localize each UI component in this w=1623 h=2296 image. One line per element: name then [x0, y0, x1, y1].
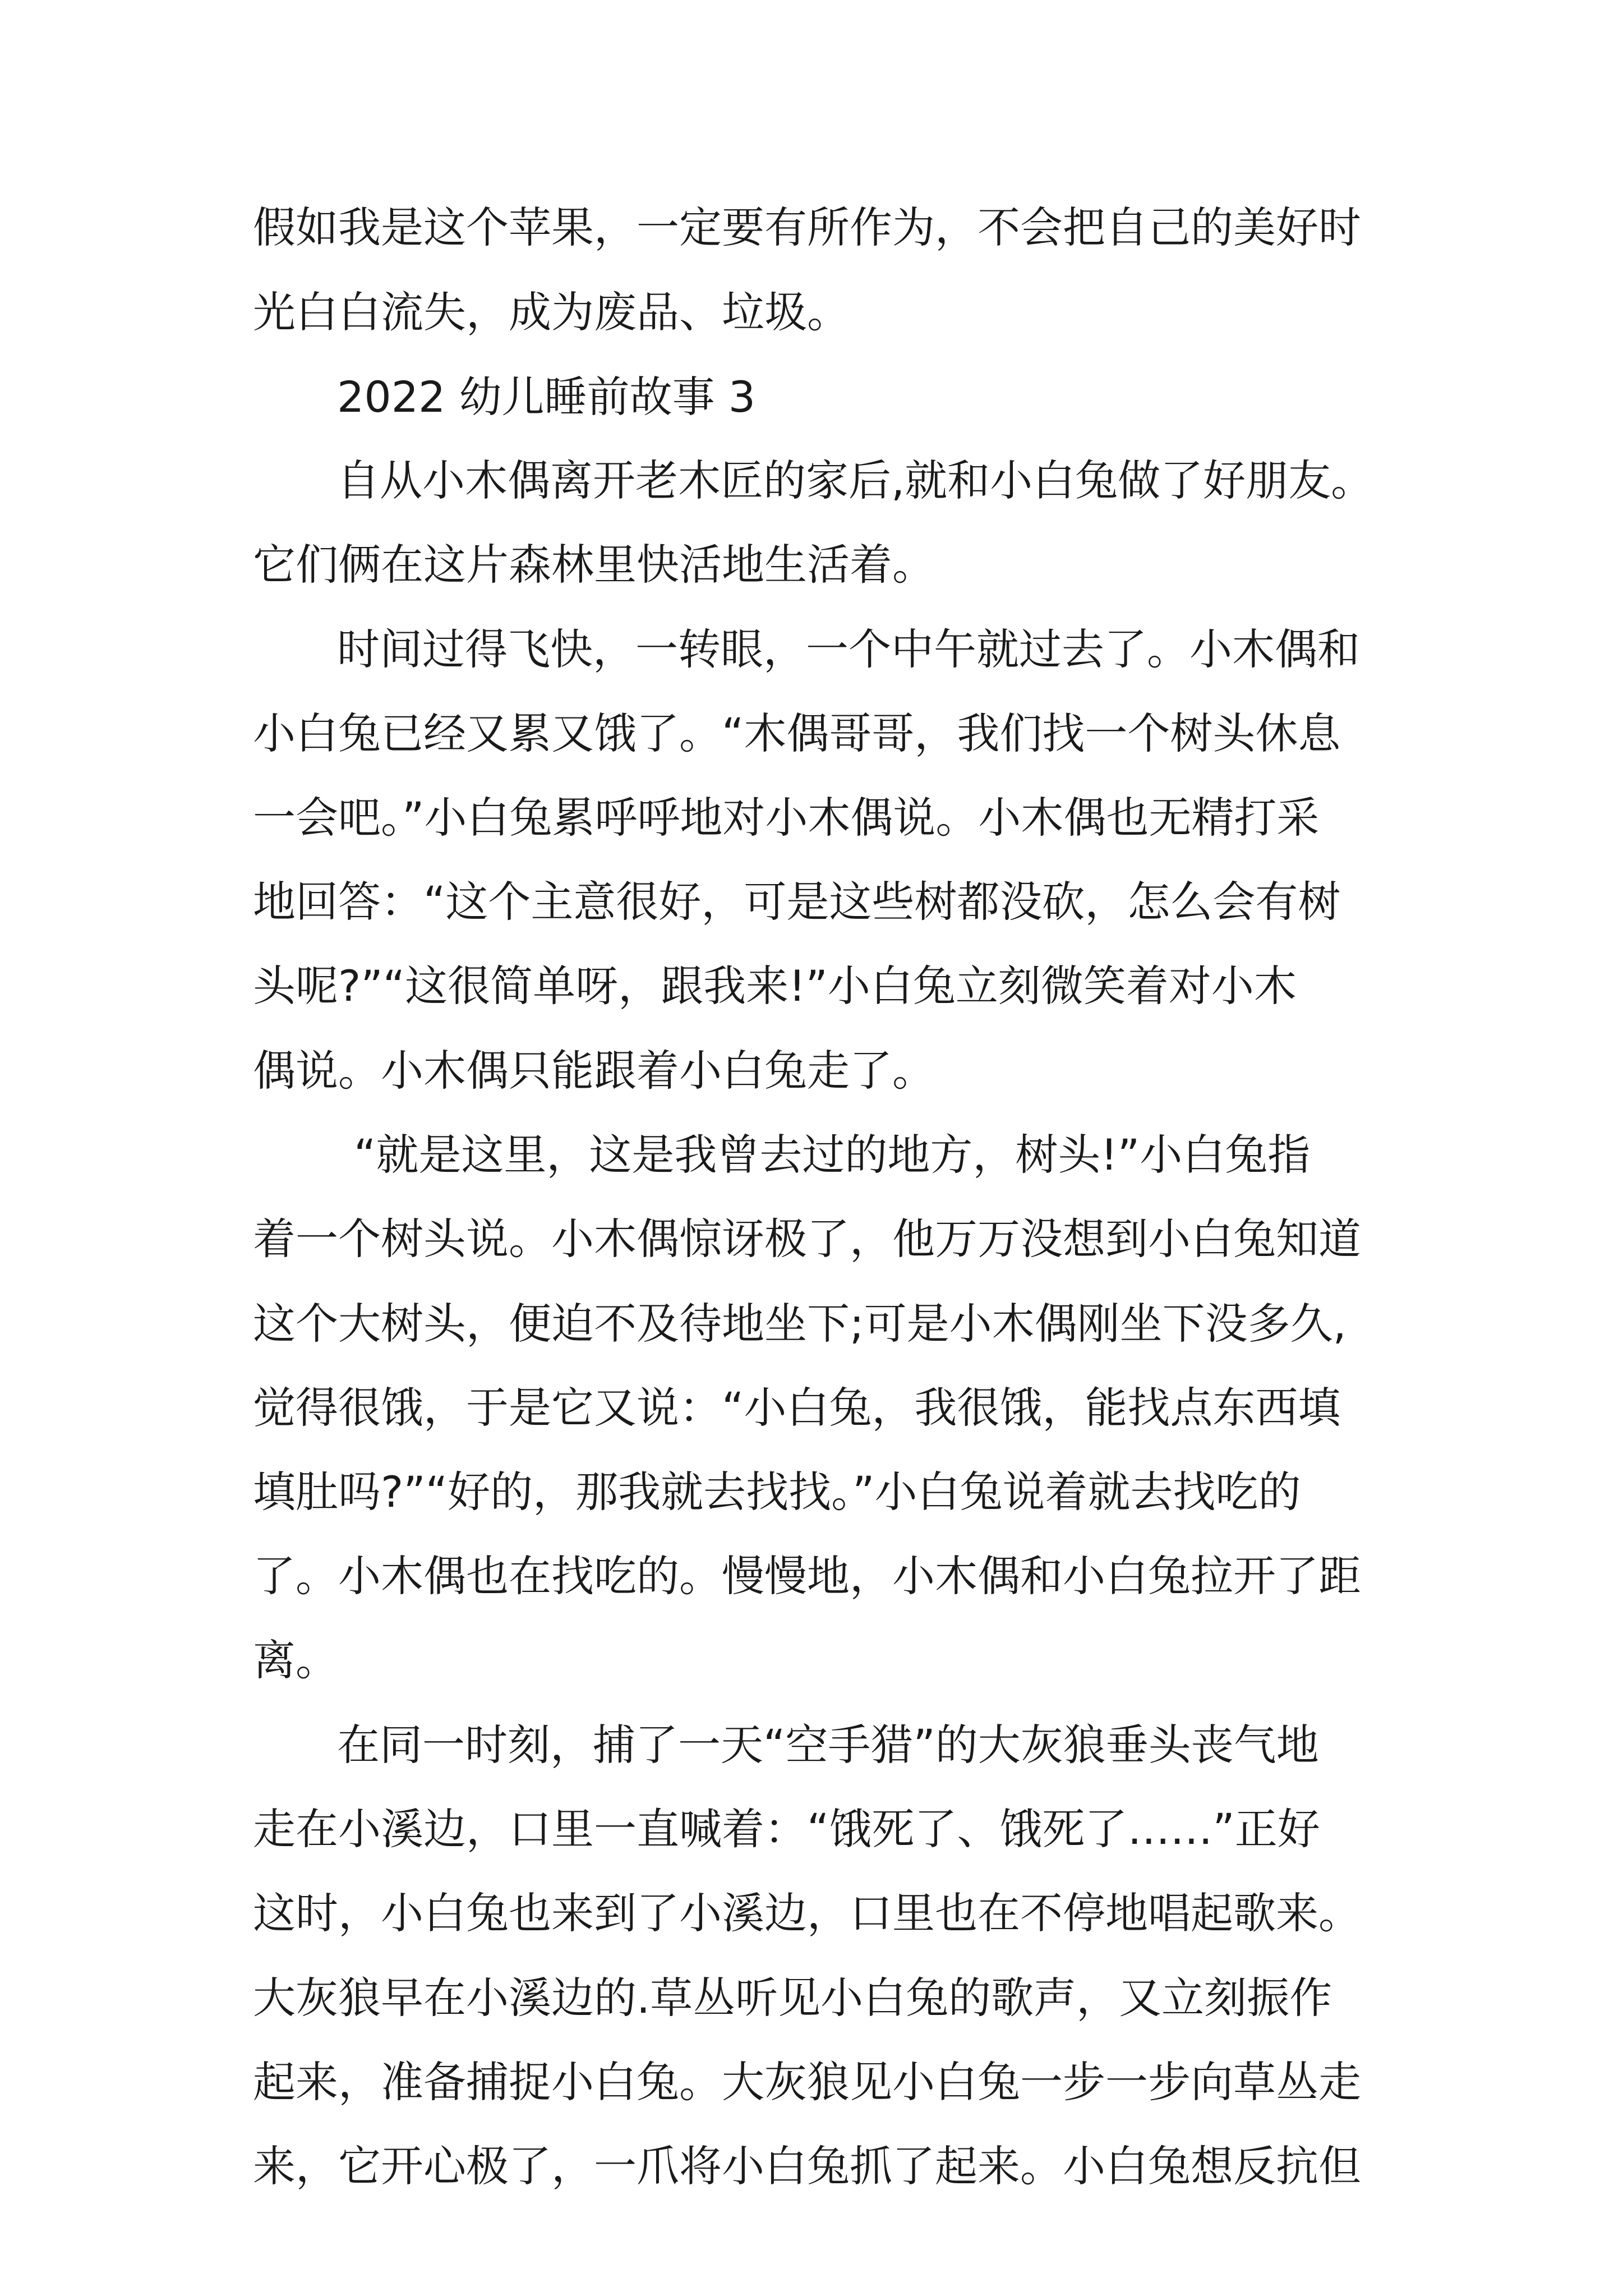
text-line: 这个大树头，便迫不及待地坐下;可是小木偶刚坐下没多久,: [253, 1299, 1347, 1349]
text-line: 小白兔已经又累又饿了。“木偶哥哥，我们找一个树头休息: [253, 708, 1341, 758]
text-line: 假如我是这个苹果，一定要有所作为，不会把自己的美好时: [253, 203, 1361, 252]
text-line: 离。: [253, 1635, 338, 1685]
text-line: 时间过得飞快，一转眼，一个中午就过去了。小木偶和: [337, 624, 1360, 674]
text-line: 着一个树头说。小木偶惊讶极了，他万万没想到小白兔知道: [253, 1214, 1361, 1264]
text-line: 地回答：“这个主意很好，可是这些树都没砍，怎么会有树: [253, 877, 1341, 927]
text-line: 一会吧。”小白兔累呼呼地对小木偶说。小木偶也无精打采: [253, 793, 1320, 843]
text-line: 大灰狼早在小溪边的.草丛听见小白兔的歌声，又立刻振作: [253, 1973, 1332, 2023]
text-line: “就是这里，这是我曾去过的地方，树头!”小白兔指: [354, 1130, 1311, 1180]
text-line: 了。小木偶也在找吃的。慢慢地，小木偶和小白兔拉开了距: [253, 1551, 1361, 1601]
text-line: 头呢?”“这很简单呀，跟我来!”小白兔立刻微笑着对小木: [253, 961, 1297, 1011]
text-line: 偶说。小木偶只能跟着小白兔走了。: [253, 1046, 935, 1096]
text-line: 这时，小白兔也来到了小溪边，口里也在不停地唱起歌来。: [253, 1888, 1361, 1938]
text-line: 觉得很饿，于是它又说：“小白兔，我很饿，能找点东西填: [253, 1383, 1341, 1433]
section-heading: 2022 幼儿睡前故事 3: [337, 372, 756, 422]
text-line: 起来，准备捕捉小白兔。大灰狼见小白兔一步一步向草丛走: [253, 2057, 1361, 2107]
text-line: 填肚吗?”“好的，那我就去找找。”小白兔说着就去找吃的: [253, 1467, 1301, 1517]
text-line: 走在小溪边，口里一直喊着：“饿死了、饿死了……”正好: [253, 1804, 1320, 1854]
text-line: 在同一时刻，捕了一天“空手猎”的大灰狼垂头丧气地: [337, 1720, 1319, 1770]
text-line: 光白白流失，成为废品、垃圾。: [253, 287, 850, 337]
text-line: 自从小木偶离开老木匠的家后,就和小白兔做了好朋友。: [337, 455, 1374, 505]
text-line: 来，它开心极了，一爪将小白兔抓了起来。小白兔想反抗但: [253, 2141, 1361, 2191]
text-line: 它们俩在这片森林里快活地生活着。: [253, 540, 935, 590]
